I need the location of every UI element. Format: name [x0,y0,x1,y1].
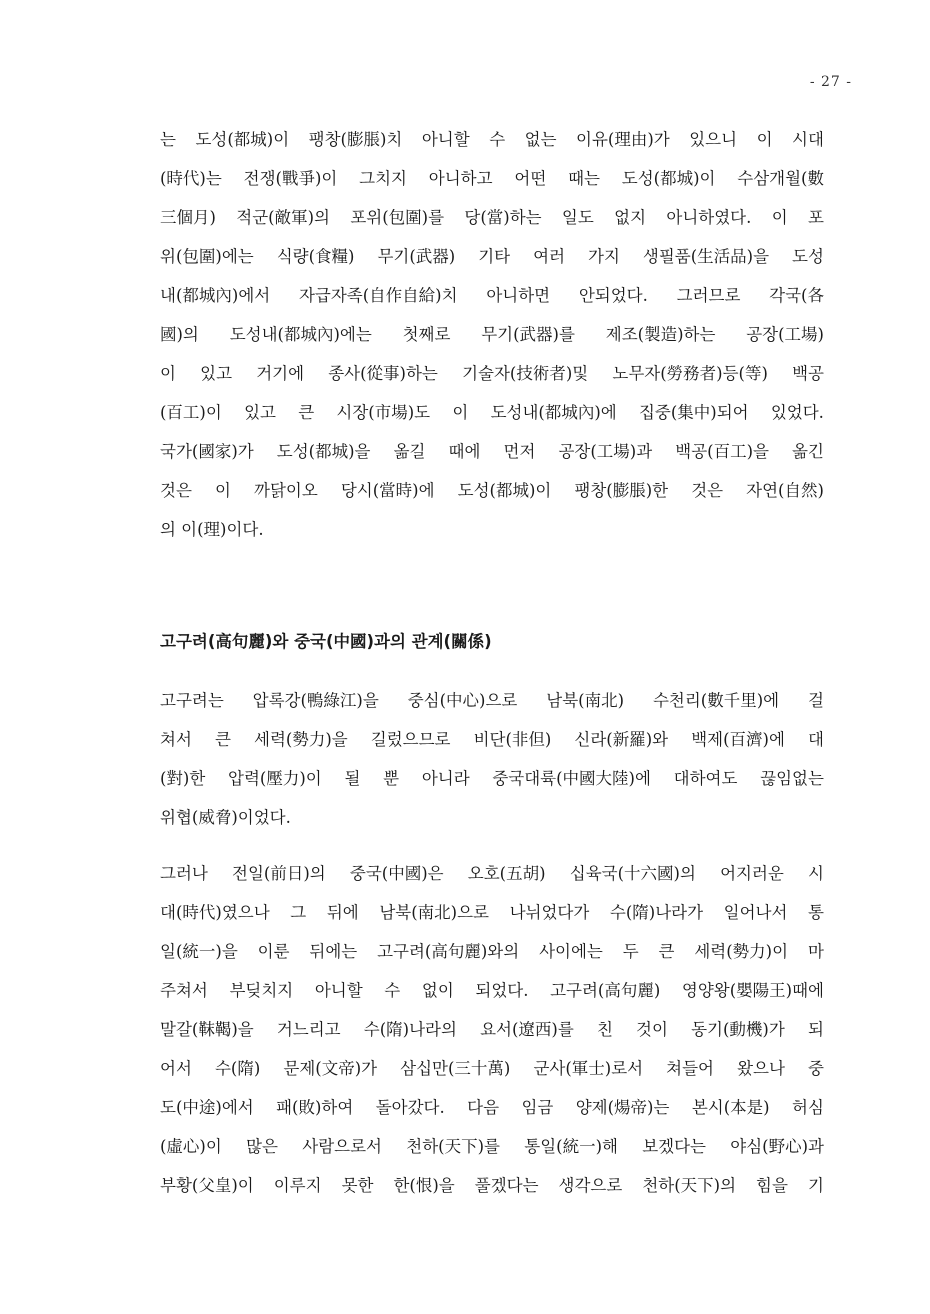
word: 포 [807,208,824,227]
text-line [160,237,824,276]
word: 國)의 [160,325,199,344]
text-line [160,432,824,471]
word: 이 [160,364,176,383]
word: 뒤에는 [309,942,358,961]
word: 적군(敵軍)의 [236,208,330,227]
word: 이 [771,208,788,227]
word: 공장(工場)과 [558,442,653,461]
word: 백공 [792,364,824,383]
word: 집중(集中)되어 [638,403,749,422]
word: 압록강(鴨綠江)을 [252,691,379,710]
word: 있었다. [770,403,824,422]
word: 뿐 [383,769,400,788]
word: 영양왕(嬰陽王)때에 [681,981,824,1000]
word: 큰 [214,730,231,749]
word: 비단(非但) [473,730,552,749]
word: 어떤 [514,169,547,188]
text-line [160,276,824,315]
word: 어지러운 [720,864,784,883]
word: 남북(南北) [546,691,625,710]
word: (虛心)이 [160,1137,222,1156]
text-line [160,720,824,759]
word: 있고 [244,403,276,422]
word: (百工)이 [160,403,222,422]
word: 고구려(高句麗) [550,981,661,1000]
word: 중국대륙(中國大陸)에 [492,769,651,788]
word: 끊임없는 [760,769,824,788]
word: 시 [808,864,824,883]
word: 문제(文帝)가 [283,1059,378,1078]
word: 당(當)하는 [464,208,542,227]
word: 그러나 [160,864,208,883]
word: 무기(武器) [377,247,456,266]
word: 이 [452,403,469,422]
word: 때는 [568,169,600,188]
text-line: 의 이(理)이다. [160,520,264,539]
word: 천하(天下)의 [642,1176,737,1195]
word: 첫째로 [402,325,451,344]
word: 식량(食糧) [276,247,355,266]
word: 길렀으므로 [370,730,451,749]
word: 큰 [298,403,315,422]
word: 뒤에 [326,903,359,922]
word: 무기(武器)를 [481,325,575,344]
word: 는 [160,130,176,149]
word: 그 [290,903,307,922]
word: 신라(新羅)와 [574,730,669,749]
word: 것이 [636,1020,668,1039]
word: 양제(煬帝)는 [575,1098,670,1117]
word: (時代)는 [160,169,222,188]
word: 거기에 [256,364,305,383]
text-line [160,354,824,393]
word: 통 [808,903,824,922]
word: 기술자(技術者)및 [462,364,589,383]
word: 수(隋) [214,1059,261,1078]
word: 수(隋)나라가 [609,903,704,922]
word: 도성내(都城內)에는 [229,325,372,344]
word: 대(時代)였으나 [160,903,270,922]
word: 큰 [658,942,675,961]
word: 사람으로서 [302,1137,382,1156]
text-line [160,1010,824,1049]
word: 팽창(膨脹)치 [308,130,403,149]
word: 이룬 [257,942,290,961]
paragraph-goguryeo-power [160,681,824,837]
word: 되 [807,1020,824,1039]
word: 일도 [561,208,594,227]
word: 종사(從事)하는 [328,364,438,383]
word: 왔으나 [737,1059,785,1078]
word: 본시(本是) [691,1098,770,1117]
word: 일(統一)을 [160,942,238,961]
text-line [160,393,824,432]
word: 도성(都城)이 [195,130,290,149]
word: 기 [807,1176,824,1195]
word: 두 [622,942,639,961]
word: 아니할 [421,130,470,149]
text-line [160,932,824,971]
word: 거느리고 [276,1020,341,1039]
word: 십육국(十六國)의 [569,864,696,883]
word: 도성내(都城內)에 [490,403,617,422]
word: 통일(統一)해 [524,1137,618,1156]
paragraph-capital-expansion [160,120,824,549]
word: 수삼개월(數 [737,169,824,188]
word: 없는 [524,130,557,149]
word: 가지 [588,247,620,266]
word: 공장(工場) [746,325,824,344]
word: 시대 [792,130,824,149]
word: 남북(南北)으로 [379,903,489,922]
word: 중심(中心)으로 [407,691,518,710]
word: 위(包圍)에는 [160,247,254,266]
word: 부황(父皇)이 [160,1176,254,1195]
word: 포위(包圍)를 [350,208,445,227]
word: 삼십만(三十萬) [400,1059,511,1078]
word: 오호(五胡) [467,864,546,883]
text-line [160,198,824,237]
word: 어서 [160,1059,192,1078]
word: 아니하였다. [666,208,752,227]
word: 있으니 [689,130,738,149]
word: 나뉘었다가 [509,903,590,922]
text-line [160,1088,824,1127]
word: 도성 [792,247,824,266]
word: 돌아갔다. [375,1098,445,1117]
word: 도성(都城)을 [276,442,371,461]
word: 많은 [246,1137,278,1156]
word: 생각으로 [558,1176,623,1195]
word: 세력(勢力)을 [254,730,348,749]
word: 사이에는 [539,942,603,961]
text-line [160,854,824,893]
word: 허심 [792,1098,824,1117]
word: 백제(百濟)에 [691,730,785,749]
word: 다음 [467,1098,500,1117]
word: 될 [344,769,361,788]
word: 압력(壓力)이 [228,769,322,788]
word: 이 [214,481,231,500]
word: 시장(市場)도 [336,403,431,422]
text-line [160,759,824,798]
word: 중국(中國)은 [349,864,444,883]
word: 없지 [614,208,647,227]
word: 야심(野心)과 [730,1137,824,1156]
word: 임금 [521,1098,554,1117]
word: 여러 [533,247,566,266]
word: 마 [807,942,824,961]
word: (對)한 [160,769,206,788]
word: 수(隋)나라의 [363,1020,457,1039]
word: 것은 [691,481,724,500]
word: 도(中途)에서 [160,1098,254,1117]
word: 그치지 [359,169,407,188]
text-line [160,893,824,932]
word: 국가(國家)가 [160,442,254,461]
text-line [160,1166,824,1205]
word: 패(敗)하여 [276,1098,354,1117]
word: 것은 [160,481,192,500]
word: 전일(前日)의 [232,864,326,883]
word: 옮긴 [792,442,824,461]
word: 그러므로 [676,286,741,305]
word: 백공(百工)을 [675,442,769,461]
word: 보겠다는 [642,1137,706,1156]
word: 천하(天下)를 [406,1137,500,1156]
word: 대하여도 [673,769,738,788]
word: 기타 [478,247,511,266]
text-line [160,120,824,159]
word: 三個月) [160,208,216,227]
word: 전쟁(戰爭)이 [243,169,338,188]
word: 이루지 [273,1176,322,1195]
word: 주쳐서 [160,981,208,1000]
word: 이유(理由)가 [576,130,670,149]
word: 동기(動機)가 [691,1020,785,1039]
word: 먼저 [503,442,536,461]
section-heading: 고구려(高句麗)와 중국(中國)과의 관계(關係) [160,632,492,651]
word: 친 [596,1020,613,1039]
word: 아니라 [421,769,470,788]
word: 수 [489,130,506,149]
word: 군사(軍士)로서 [533,1059,644,1078]
text-line [160,315,824,354]
word: 중 [807,1059,824,1078]
text-line [160,1127,824,1166]
text-line [160,471,824,510]
text-line [160,1049,824,1088]
word: 아니하면 [486,286,551,305]
word: 자연(自然) [746,481,824,500]
word: 대 [807,730,824,749]
word: 세력(勢力)이 [694,942,789,961]
word: 못한 [341,1176,374,1195]
word: 노무자(勞務者)등(等) [612,364,768,383]
word: 고구려(高句麗)와의 [377,942,520,961]
word: 수 [384,981,401,1000]
word: 되었다. [475,981,529,1000]
word: 안되었다. [578,286,648,305]
word: 힘을 [756,1176,788,1195]
word: 자급자족(自作自給)치 [298,286,458,305]
word: 도성(都城)이 [621,169,716,188]
word: 제조(製造)하는 [605,325,716,344]
word: 고구려는 [160,691,224,710]
paragraph-sui-conflict [160,854,824,1205]
word: 때에 [448,442,481,461]
word: 아니하고 [428,169,493,188]
text-line [160,159,824,198]
word: 부딪치지 [229,981,294,1000]
word: 없이 [421,981,454,1000]
word: 까닭이오 [254,481,318,500]
word: 걸 [807,691,824,710]
word: 내(都城內)에서 [160,286,271,305]
word: 아니할 [314,981,363,1000]
word: 옮길 [393,442,426,461]
text-line [160,971,824,1010]
word: 이 [756,130,773,149]
word: 일어나서 [723,903,788,922]
page-number: - 27 - [809,74,852,90]
text-line [160,681,824,720]
word: 쳐서 [160,730,192,749]
word: 수천리(數千里)에 [652,691,780,710]
text-line: 위협(威脅)이었다. [160,808,291,827]
word: 말갈(靺鞨)을 [160,1020,254,1039]
word: 풀겠다는 [474,1176,539,1195]
word: 팽창(膨脹)한 [574,481,669,500]
word: 각국(各 [769,286,824,305]
word: 생필품(生活品)을 [642,247,770,266]
word: 당시(當時)에 [340,481,435,500]
word: 있고 [200,364,233,383]
word: 한(恨)을 [393,1176,455,1195]
word: 도성(都城)이 [457,481,552,500]
word: 쳐들어 [666,1059,714,1078]
word: 요서(遼西)를 [480,1020,574,1039]
